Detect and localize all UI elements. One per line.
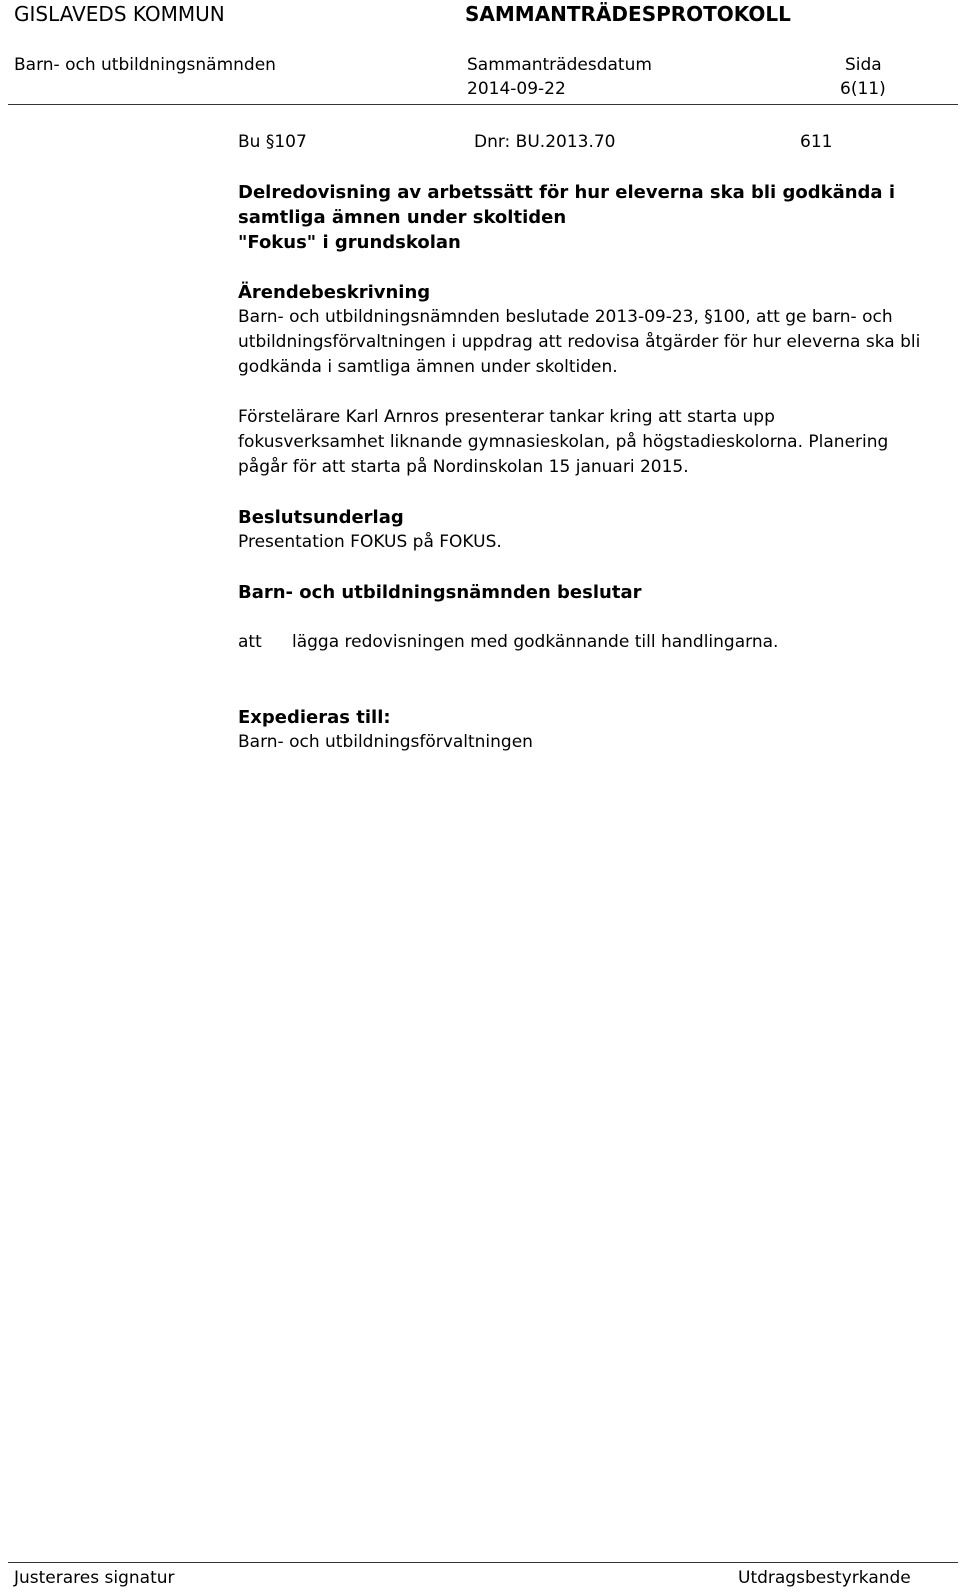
document-type: SAMMANTRÄDESPROTOKOLL bbox=[465, 2, 791, 26]
decision-heading: Barn- och utbildningsnämnden beslutar bbox=[238, 582, 642, 603]
meeting-date-label: Sammanträdesdatum bbox=[467, 55, 652, 75]
arende-heading: Ärendebeskrivning bbox=[238, 282, 431, 303]
decision-text: lägga redovisningen med godkännande till handlingarna. bbox=[292, 632, 779, 652]
document-body bbox=[238, 180, 938, 755]
case-paragraph: Bu §107 bbox=[238, 132, 307, 152]
text-line: Förstelärare Karl Arnros presenterar tankar kring att starta upp bbox=[238, 407, 775, 427]
footer-signature-label: Justerares signatur bbox=[14, 1568, 175, 1588]
page-number: 6(11) bbox=[840, 79, 886, 99]
footer-divider bbox=[8, 1562, 958, 1563]
text-line: Barn- och utbildningsnämnden beslutade 2013-09-23, §100, att ge barn- och bbox=[238, 307, 893, 327]
committee-name: Barn- och utbildningsnämnden bbox=[14, 55, 276, 75]
footer-certification-label: Utdragsbestyrkande bbox=[738, 1568, 911, 1588]
text-line: pågår för att starta på Nordinskolan 15 januari 2015. bbox=[238, 457, 689, 477]
case-title-line: samtliga ämnen under skoltiden bbox=[238, 207, 567, 228]
arende-paragraph-1 bbox=[238, 305, 938, 380]
arende-paragraph-2 bbox=[238, 405, 938, 480]
header-divider bbox=[8, 104, 958, 105]
page-label: Sida bbox=[845, 55, 882, 75]
decision-row bbox=[238, 630, 938, 655]
text-line: godkända i samtliga ämnen under skoltiden. bbox=[238, 357, 618, 377]
decision-prefix: att bbox=[238, 632, 262, 652]
text-line: utbildningsförvaltningen i uppdrag att redovisa åtgärder för hur eleverna ska bli bbox=[238, 332, 921, 352]
underlag-heading: Beslutsunderlag bbox=[238, 507, 404, 528]
municipality-name: GISLAVEDS KOMMUN bbox=[14, 2, 225, 26]
distribution-heading: Expedieras till: bbox=[238, 707, 391, 728]
distribution-recipient: Barn- och utbildningsförvaltningen bbox=[238, 732, 533, 752]
text-line: fokusverksamhet liknande gymnasieskolan, på högstadieskolorna. Planering bbox=[238, 432, 889, 452]
case-title bbox=[238, 180, 938, 255]
case-title-line: Delredovisning av arbetssätt för hur eleverna ska bli godkända i bbox=[238, 182, 896, 203]
case-dnr: Dnr: BU.2013.70 bbox=[474, 132, 616, 152]
meeting-date-value: 2014-09-22 bbox=[467, 79, 566, 99]
underlag-text: Presentation FOKUS på FOKUS. bbox=[238, 532, 502, 552]
case-code: 611 bbox=[800, 132, 833, 152]
case-title-line: "Fokus" i grundskolan bbox=[238, 232, 461, 253]
